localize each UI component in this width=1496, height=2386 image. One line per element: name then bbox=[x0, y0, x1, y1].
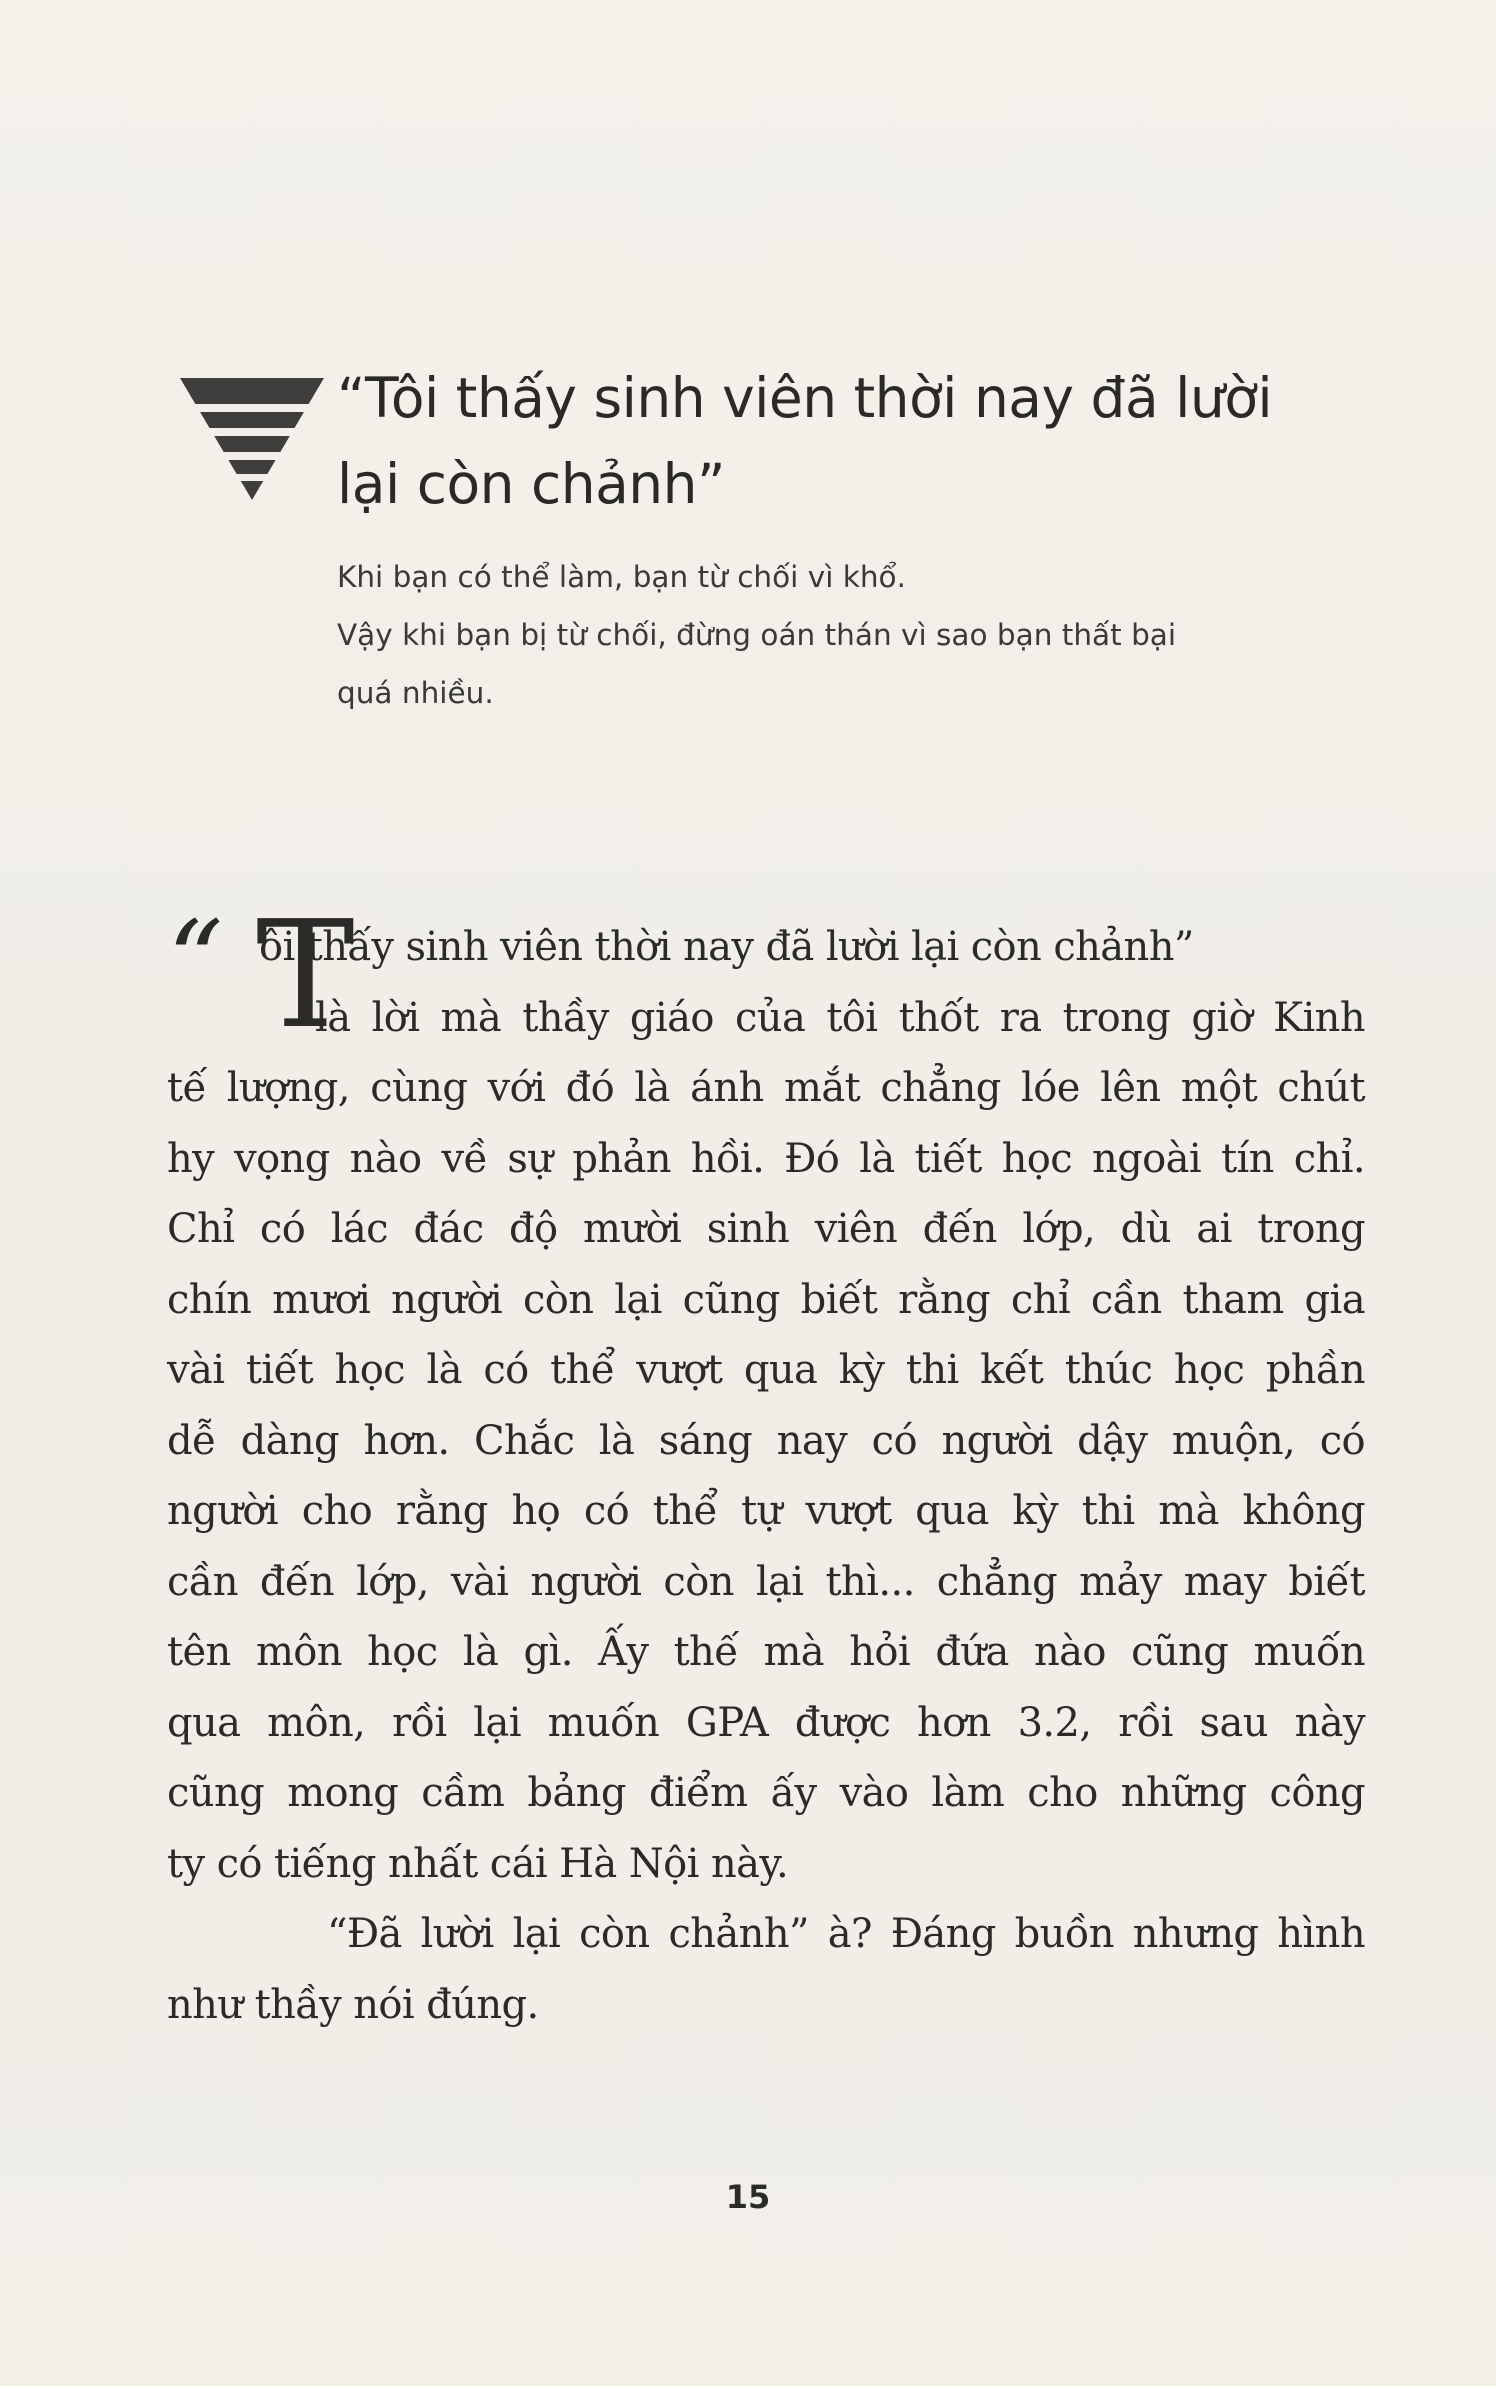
body-line: như thầy nói đúng. bbox=[167, 1981, 539, 2028]
opening-quote-mark: “ bbox=[167, 897, 224, 1025]
body-line: chín mươi người còn lại cũng biết rằng chỉ cần tham gia bbox=[167, 1276, 1365, 1323]
body-line: hy vọng nào về sự phản hồi. Đó là tiết học ngoài tín chỉ. bbox=[167, 1135, 1365, 1182]
body-line: tế lượng, cùng với đó là ánh mắt chẳng lóe lên một chút bbox=[167, 1065, 1365, 1111]
chapter-title-line-1: “Tôi thấy sinh viên thời nay đã lười bbox=[337, 366, 1273, 430]
drop-cap: T bbox=[256, 889, 355, 1061]
body-line: dễ dàng hơn. Chắc là sáng nay có người dậy muộn, có bbox=[167, 1417, 1365, 1464]
body-line: cũng mong cầm bảng điểm ấy vào làm cho những công bbox=[167, 1770, 1365, 1816]
body-line: là lời mà thầy giáo của tôi thốt ra trong giờ Kinh bbox=[315, 994, 1365, 1041]
chapter-epigraph bbox=[337, 548, 1387, 722]
body-line: cần đến lớp, vài người còn lại thì... chẳng mảy may biết bbox=[167, 1558, 1365, 1605]
body-line: “Đã lười lại còn chảnh” à? Đáng buồn nhưng hình bbox=[327, 1911, 1365, 1957]
body-line: người cho rằng họ có thể tự vượt qua kỳ thi mà không bbox=[167, 1488, 1365, 1534]
body-line: qua môn, rồi lại muốn GPA được hơn 3.2, rồi sau này bbox=[167, 1699, 1365, 1746]
epigraph-line: Vậy khi bạn bị từ chối, đừng oán thán vì sao bạn thất bại bbox=[337, 618, 1177, 652]
inverted-triangle-stripes-icon bbox=[178, 374, 326, 502]
chapter-title-line-2: lại còn chảnh” bbox=[337, 452, 725, 516]
body-text bbox=[167, 912, 1365, 2040]
body-line: Chỉ có lác đác độ mười sinh viên đến lớp, dù ai trong bbox=[167, 1206, 1365, 1252]
epigraph-line: Khi bạn có thể làm, bạn từ chối vì khổ. bbox=[337, 560, 906, 594]
epigraph-line: quá nhiều. bbox=[337, 676, 494, 710]
body-line: vài tiết học là có thể vượt qua kỳ thi kết thúc học phần bbox=[167, 1347, 1365, 1393]
body-line: ôi thấy sinh viên thời nay đã lười lại còn chảnh” bbox=[259, 924, 1194, 970]
page-number: 15 bbox=[725, 2178, 771, 2216]
body-line: ty có tiếng nhất cái Hà Nội này. bbox=[167, 1840, 789, 1887]
body-line: tên môn học là gì. Ấy thế mà hỏi đứa nào cũng muốn bbox=[167, 1629, 1365, 1675]
chapter-title bbox=[337, 355, 1377, 527]
